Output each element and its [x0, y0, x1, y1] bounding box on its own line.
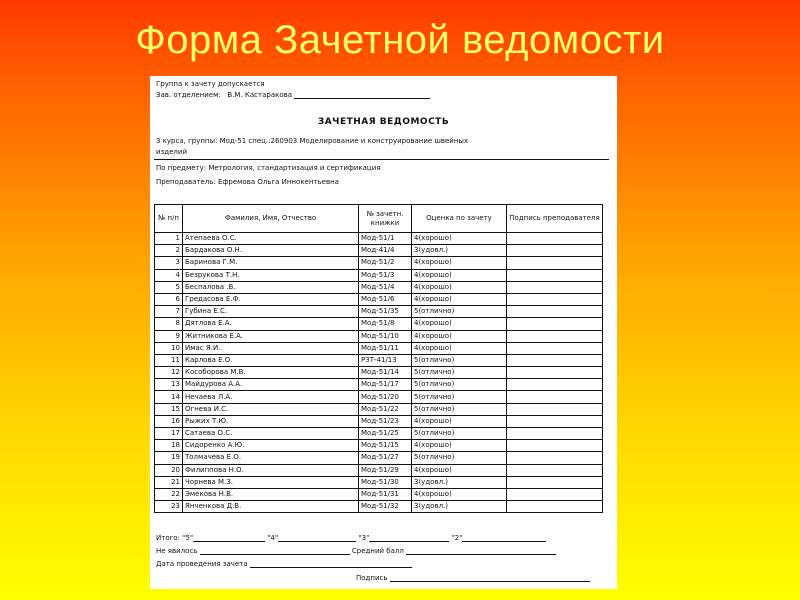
cell-book: Мод-41/4 [359, 245, 412, 257]
col-name-header: Фамилия, Имя, Отчество [183, 205, 359, 233]
cell-num: 1 [155, 233, 183, 245]
cell-num: 7 [155, 306, 183, 318]
cell-grade: 4(хорошо) [412, 257, 507, 269]
cell-num: 6 [155, 293, 183, 305]
cell-sign [507, 476, 603, 488]
cell-sign [507, 269, 603, 281]
cell-book: РЗТ-41/13 [359, 354, 412, 366]
table-row [155, 379, 603, 391]
q2-blank [462, 534, 546, 542]
cell-name: Огнева И.С. [183, 403, 359, 415]
grade-sheet [150, 76, 617, 589]
col-num-header: № п/п [155, 205, 183, 233]
table-row [155, 306, 603, 318]
cell-grade: 4(хорошо) [412, 440, 507, 452]
slide-title: Форма Зачетной ведомости [135, 18, 665, 62]
cell-book: Мод-51/23 [359, 415, 412, 427]
cell-grade: 3(удовл.) [412, 501, 507, 513]
cell-name: Филиппова Н.О. [183, 464, 359, 476]
date-line [156, 560, 412, 568]
cell-name: Дятлова Е.А. [183, 318, 359, 330]
cell-name: Житникова Е.А. [183, 330, 359, 342]
cell-book: Мод-51/11 [359, 342, 412, 354]
table-row [155, 440, 603, 452]
table-row [155, 476, 603, 488]
cell-num: 5 [155, 281, 183, 293]
cell-name: Майдурова А.А. [183, 379, 359, 391]
cell-sign [507, 403, 603, 415]
cell-sign [507, 488, 603, 500]
cell-num: 17 [155, 428, 183, 440]
cell-book: Мод-51/27 [359, 452, 412, 464]
table-row [155, 488, 603, 500]
q5-label: "5" [182, 534, 194, 542]
sign-label: Подпись [356, 574, 388, 582]
cell-grade: 5(отлично) [412, 391, 507, 403]
cell-grade: 4(хорошо) [412, 342, 507, 354]
head-name: В.М. Кастаракова [227, 91, 293, 99]
q5-blank [193, 534, 265, 542]
table-row [155, 281, 603, 293]
cell-num: 20 [155, 464, 183, 476]
cell-num: 21 [155, 476, 183, 488]
divider [154, 159, 609, 160]
course-line: 3 курса, группы: Мод-51 спец.:260903 Моделирование и конструирование швейных [156, 137, 469, 145]
cell-grade: 4(хорошо) [412, 233, 507, 245]
table-row [155, 391, 603, 403]
cell-name: Безрукова Т.Н. [183, 269, 359, 281]
cell-book: Мод-51/10 [359, 330, 412, 342]
table-row [155, 415, 603, 427]
cell-name: Эмекова Н.В. [183, 488, 359, 500]
cell-book: Мод-51/6 [359, 293, 412, 305]
cell-num: 19 [155, 452, 183, 464]
total-line [156, 534, 546, 542]
cell-book: Мод-51/29 [359, 464, 412, 476]
cell-sign [507, 452, 603, 464]
col-grade-header: Оценка по зачету [412, 205, 507, 233]
cell-grade: 5(отлично) [412, 452, 507, 464]
cell-book: Мод-51/25 [359, 428, 412, 440]
date-label: Дата проведения зачета [156, 560, 248, 568]
cell-name: Баринова Г.М. [183, 257, 359, 269]
cell-num: 9 [155, 330, 183, 342]
course-line-cont: изделий [156, 148, 187, 156]
table-row [155, 257, 603, 269]
cell-sign [507, 501, 603, 513]
cell-name: Сатаева О.С. [183, 428, 359, 440]
cell-book: Мод-51/32 [359, 501, 412, 513]
cell-grade: 4(хорошо) [412, 318, 507, 330]
table-row [155, 428, 603, 440]
table-header-row [155, 205, 603, 233]
sheet-title: ЗАЧЕТНАЯ ВЕДОМОСТЬ [317, 117, 450, 127]
sign-blank [390, 574, 590, 582]
cell-book: Мод-51/4 [359, 281, 412, 293]
cell-book: Мод-51/14 [359, 367, 412, 379]
absent-label: Не явилось [156, 547, 198, 555]
cell-grade: 4(хорошо) [412, 488, 507, 500]
cell-book: Мод-51/35 [359, 306, 412, 318]
cell-grade: 5(отлично) [412, 428, 507, 440]
cell-grade: 5(отлично) [412, 367, 507, 379]
cell-name: Беспалова .В. [183, 281, 359, 293]
cell-book: Мод-51/17 [359, 379, 412, 391]
cell-book: Мод-51/15 [359, 440, 412, 452]
cell-grade: 5(отлично) [412, 306, 507, 318]
table-row [155, 293, 603, 305]
cell-grade: 4(хорошо) [412, 464, 507, 476]
cell-num: 11 [155, 354, 183, 366]
cell-sign [507, 428, 603, 440]
cell-num: 22 [155, 488, 183, 500]
cell-book: Мод-51/30 [359, 476, 412, 488]
q3-label: "3" [358, 534, 370, 542]
cell-num: 16 [155, 415, 183, 427]
cell-grade: 4(хорошо) [412, 293, 507, 305]
teacher-line: Преподаватель: Ефремова Ольга Иннокентьевна [156, 178, 339, 186]
cell-num: 4 [155, 269, 183, 281]
cell-num: 13 [155, 379, 183, 391]
cell-book: Мод-51/3 [359, 269, 412, 281]
cell-num: 12 [155, 367, 183, 379]
admit-line: Группа к зачету допускается [156, 80, 265, 88]
cell-sign [507, 318, 603, 330]
avg-blank [406, 547, 556, 555]
cell-name: Янченкова Д.В. [183, 501, 359, 513]
total-label: Итого: [156, 534, 180, 542]
cell-num: 23 [155, 501, 183, 513]
cell-book: Мод-51/1 [359, 233, 412, 245]
cell-num: 3 [155, 257, 183, 269]
cell-name: Бардакова О.Н. [183, 245, 359, 257]
cell-name: Губина Е.С. [183, 306, 359, 318]
avg-label: Средний балл [351, 547, 404, 555]
table-row [155, 452, 603, 464]
cell-sign [507, 367, 603, 379]
cell-sign [507, 354, 603, 366]
cell-grade: 4(хорошо) [412, 269, 507, 281]
table-row [155, 245, 603, 257]
table-row [155, 269, 603, 281]
cell-grade: 5(отлично) [412, 379, 507, 391]
cell-grade: 4(хорошо) [412, 281, 507, 293]
q3-blank [369, 534, 449, 542]
col-book-header: № зачетн. книжки [359, 205, 412, 233]
cell-num: 14 [155, 391, 183, 403]
head-signature-line [294, 91, 430, 99]
cell-grade: 5(отлично) [412, 403, 507, 415]
cell-sign [507, 306, 603, 318]
q4-label: "4" [267, 534, 279, 542]
table-row [155, 501, 603, 513]
cell-name: Карлова Е.О. [183, 354, 359, 366]
cell-book: Мод-51/22 [359, 403, 412, 415]
cell-grade: 4(хорошо) [412, 415, 507, 427]
table-row [155, 403, 603, 415]
cell-name: Кособорова М.В. [183, 367, 359, 379]
q4-blank [278, 534, 356, 542]
cell-num: 15 [155, 403, 183, 415]
table-row [155, 354, 603, 366]
cell-name: Чорнева М.З. [183, 476, 359, 488]
head-label: Зав. отделением: [156, 91, 221, 99]
cell-grade: 5(отлично) [412, 354, 507, 366]
cell-sign [507, 342, 603, 354]
cell-name: Нечаева Л.А. [183, 391, 359, 403]
cell-sign [507, 379, 603, 391]
cell-book: Мод-51/2 [359, 257, 412, 269]
cell-sign [507, 415, 603, 427]
date-blank [250, 560, 412, 568]
cell-num: 18 [155, 440, 183, 452]
cell-name: Атепаева О.С. [183, 233, 359, 245]
table-row [155, 318, 603, 330]
cell-sign [507, 281, 603, 293]
cell-sign [507, 257, 603, 269]
cell-book: Мод-51/8 [359, 318, 412, 330]
table-row [155, 464, 603, 476]
cell-grade: 4(хорошо) [412, 330, 507, 342]
cell-name: Сидоренко А.Ю. [183, 440, 359, 452]
table-row [155, 330, 603, 342]
cell-num: 2 [155, 245, 183, 257]
cell-sign [507, 440, 603, 452]
cell-sign [507, 233, 603, 245]
head-line [156, 91, 430, 99]
absent-blank [200, 547, 350, 555]
cell-name: Гредасова Е.Ф. [183, 293, 359, 305]
table-row [155, 342, 603, 354]
cell-book: Мод-51/31 [359, 488, 412, 500]
table-row [155, 367, 603, 379]
cell-name: Имас Я.И. [183, 342, 359, 354]
cell-sign [507, 293, 603, 305]
cell-grade: 3(удовл.) [412, 245, 507, 257]
cell-num: 10 [155, 342, 183, 354]
cell-grade: 3(удовл.) [412, 476, 507, 488]
cell-num: 8 [155, 318, 183, 330]
absent-line [156, 547, 556, 555]
cell-sign [507, 330, 603, 342]
q2-label: "2" [451, 534, 463, 542]
sign-line [356, 574, 590, 582]
table-row [155, 233, 603, 245]
cell-name: Рыжих Т.Ю. [183, 415, 359, 427]
cell-sign [507, 245, 603, 257]
col-sign-header: Подпись преподавателя [507, 205, 603, 233]
cell-name: Толмачева Е.О. [183, 452, 359, 464]
cell-book: Мод-51/20 [359, 391, 412, 403]
cell-sign [507, 391, 603, 403]
cell-sign [507, 464, 603, 476]
grade-table [154, 204, 603, 513]
subject-line: По предмету: Метрология, стандартизация и сертификация [156, 164, 381, 172]
